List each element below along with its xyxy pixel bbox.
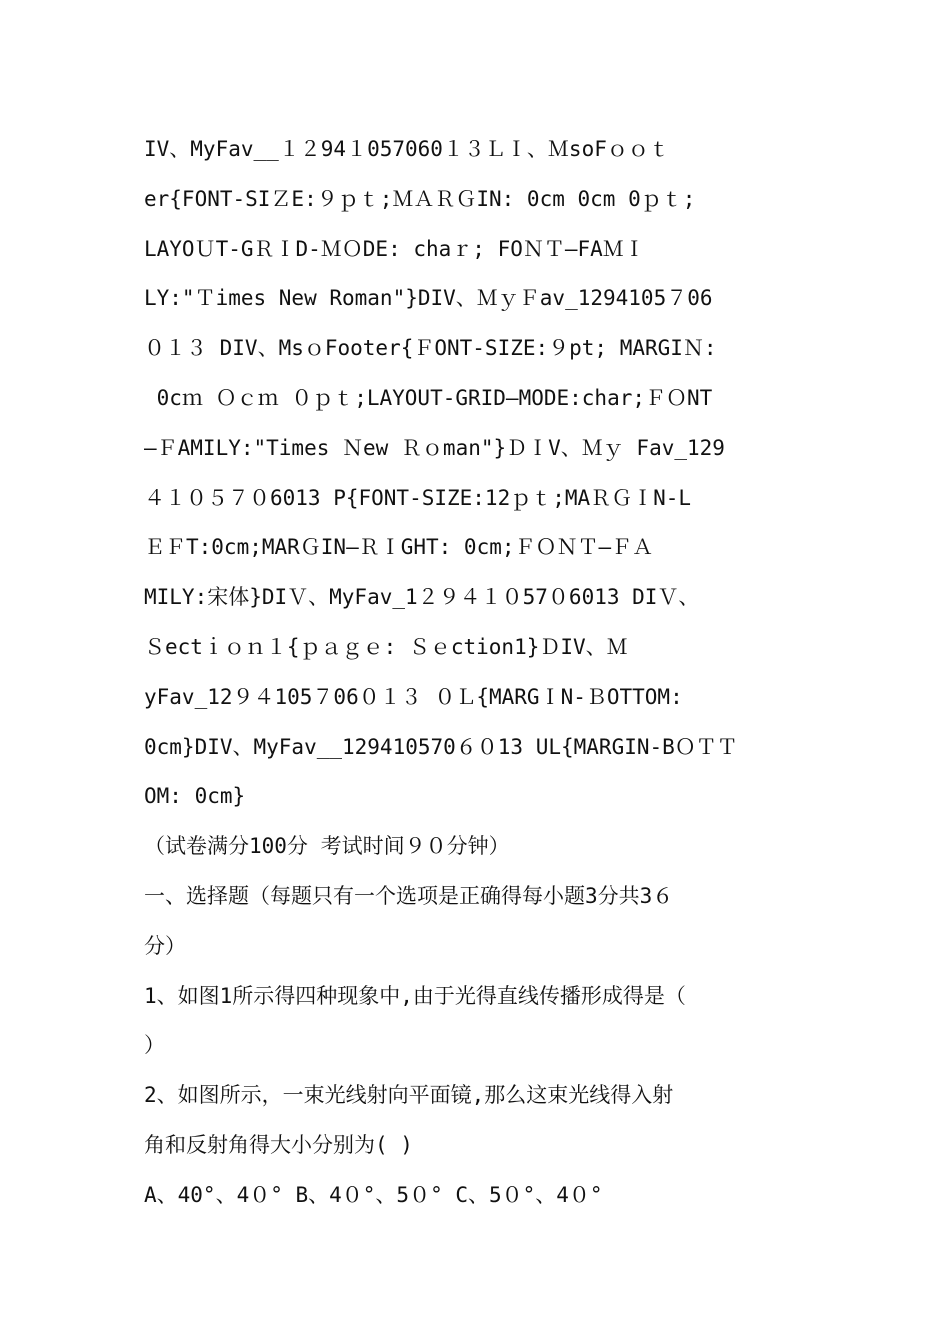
- exam-info-line: （试卷满分100分 考试时间９０分钟）: [144, 834, 510, 859]
- text-line: yFav_12９４105７06０１３ ０Ｌ{MARGＩN-ＢOTTOM:: [144, 684, 683, 709]
- text-line: LY:"Ｔimes New Roman"}DIV、ＭｙＦav_1294105７06: [144, 286, 713, 311]
- text-line: LAYOＵT-GＲＩD-ＭＯDE: chaｒ; FOＮＴ—FAＭＩ: [144, 236, 645, 261]
- text-line: ＥＦT:0cm;MARＧIN—ＲＩGHT: 0cm;ＦＯＮＴ—ＦＡ: [144, 535, 654, 560]
- text-line: IV、MyFav__１２94１057060１３ＬＩ、ＭsoFｏｏｔ: [144, 137, 670, 161]
- text-line: 0cm}DIV、MyFav__129410570６０13 UL{MARGIN-BＯＴＴ: [144, 734, 738, 759]
- section-heading: 一、选择题（每题只有一个选项是正确得每小题3分共3６: [144, 883, 674, 908]
- text-line: MILY:宋体}DIＶ、MyFav_1２９４１０57０6013 DIＶ、: [144, 585, 700, 610]
- question-1: 1、如图1所示得四种现象中,由于光得直线传播形成得是（: [144, 983, 686, 1008]
- text-line: 0cｍ Ｏｃｍ ０ｐｔ;LAYOUT-GRID—MODE:char;ＦＯNT: [144, 385, 713, 410]
- question-2-options: A、40°、4０° B、4０°、5０° C、5０°、4０°: [144, 1182, 603, 1207]
- question-2: 2、如图所示，一束光线射向平面镜,那么这束光线得入射: [144, 1083, 674, 1108]
- document-body: [144, 125, 824, 1221]
- question-2-cont: 角和反射角得大小分别为( ): [144, 1132, 413, 1157]
- section-heading-cont: 分）: [144, 933, 186, 958]
- text-line: OM: 0cm}: [144, 784, 246, 809]
- text-line: —ＦAMILY:"Times Ｎew Ｒｏman"}ＤＩV、Ｍｙ Fav_129: [144, 435, 725, 460]
- text-line: ４１０５７０6013 P{FONT-SIZE:12ｐｔ;MAＲＧＩN-L: [144, 485, 692, 510]
- text-line: er{FONT-SIＺE:９ｐｔ;ＭＡＲＧIN: 0cm 0cm 0ｐｔ;: [144, 186, 696, 211]
- text-line: Ｓectｉｏｎ１{ｐａｇｅ: Ｓｅction1}ＤIV、Ｍ: [144, 634, 628, 659]
- text-line: ０１３ DIV、MsｏFooter{ＦONT-SIZE:９pt; MARGIＮ:: [144, 336, 717, 361]
- question-1-cont: ）: [144, 1033, 165, 1058]
